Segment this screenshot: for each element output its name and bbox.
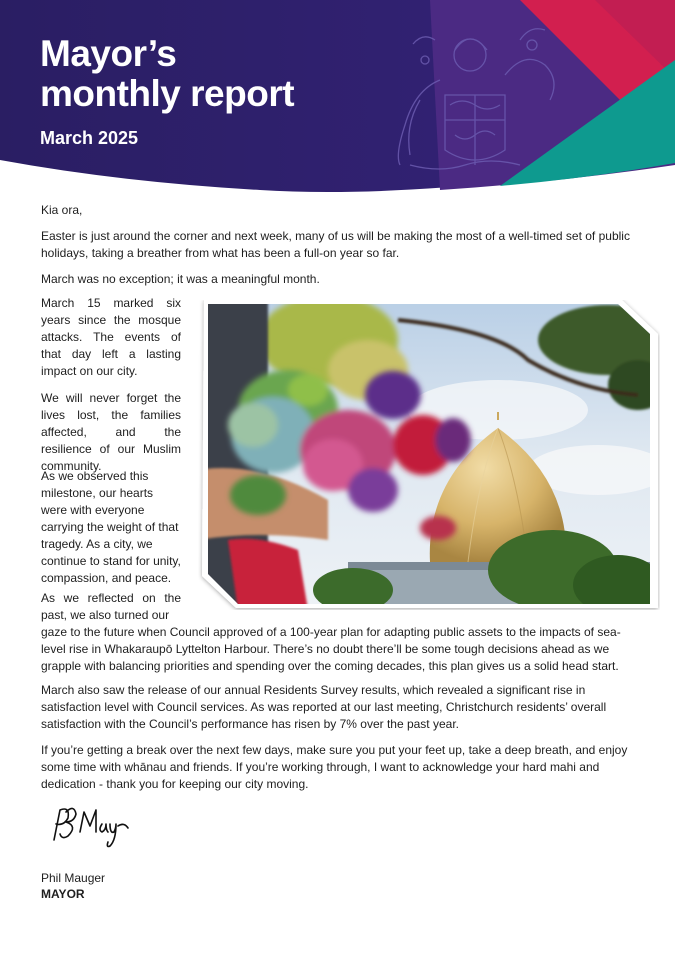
signer-name: Phil Mauger <box>41 871 106 885</box>
signer-role: MAYOR <box>41 887 85 901</box>
paragraph-reflection-start: As we reflected on the past, we also turned our <box>41 591 181 622</box>
paragraph-easter: Easter is just around the corner and next week, many of us will be making the most of a well-timed set of public holidays, taking a breather from what has been a full-on year so far. <box>41 229 630 260</box>
paragraph-easter-break: If you’re getting a break over the next few days, make sure you put your feet up, take a deep breath, and enjoy some time with whānau and friends. If you’re working through, I want to acknowledge your hard mahi and dedication - thank you for keeping our city moving. <box>41 743 628 791</box>
flowers-mosque-photo <box>198 300 660 610</box>
paragraph-sea-level-plan: gaze to the future when Council approved of a 100-year plan for adapting public assets to the impacts of sea-level rise in Whakaraupō Lyttelton Harbour. There’s no doubt there’ll be some tough decisions ahead as we grapple with balancing priorities and spending over the coming decades, this plan gives us a solid head start. <box>41 625 621 673</box>
title-line-2: monthly report <box>40 73 295 114</box>
header-banner <box>0 0 675 195</box>
report-date: March 2025 <box>40 128 139 148</box>
paragraph-remembrance: We will never forget the lives lost, the families affected, and the resilience of our Muslim community. <box>41 391 181 473</box>
paragraph-anniversary: March 15 marked six years since the mosque attacks. The events of that day left a lasting impact on our city. <box>41 296 181 378</box>
paragraph-march: March was no exception; it was a meaningful month. <box>41 272 320 286</box>
report-title <box>40 34 294 114</box>
title-line-1: Mayor’s <box>40 33 177 74</box>
greeting: Kia ora, <box>41 203 83 217</box>
paragraph-residents-survey: March also saw the release of our annual Residents Survey results, which revealed a significant rise in satisfaction level with Council services. As was reported at our last meeting, Christchurch residents’ overall satisfaction with the Council’s performance has risen by 7% over the past year. <box>41 683 607 731</box>
paragraph-unity: As we observed this milestone, our hearts were with everyone carrying the weight of that tragedy. As a city, we continue to stand for unity, compassion, and peace. <box>41 469 181 585</box>
signature-icon <box>44 800 134 855</box>
feature-photo <box>198 300 660 610</box>
